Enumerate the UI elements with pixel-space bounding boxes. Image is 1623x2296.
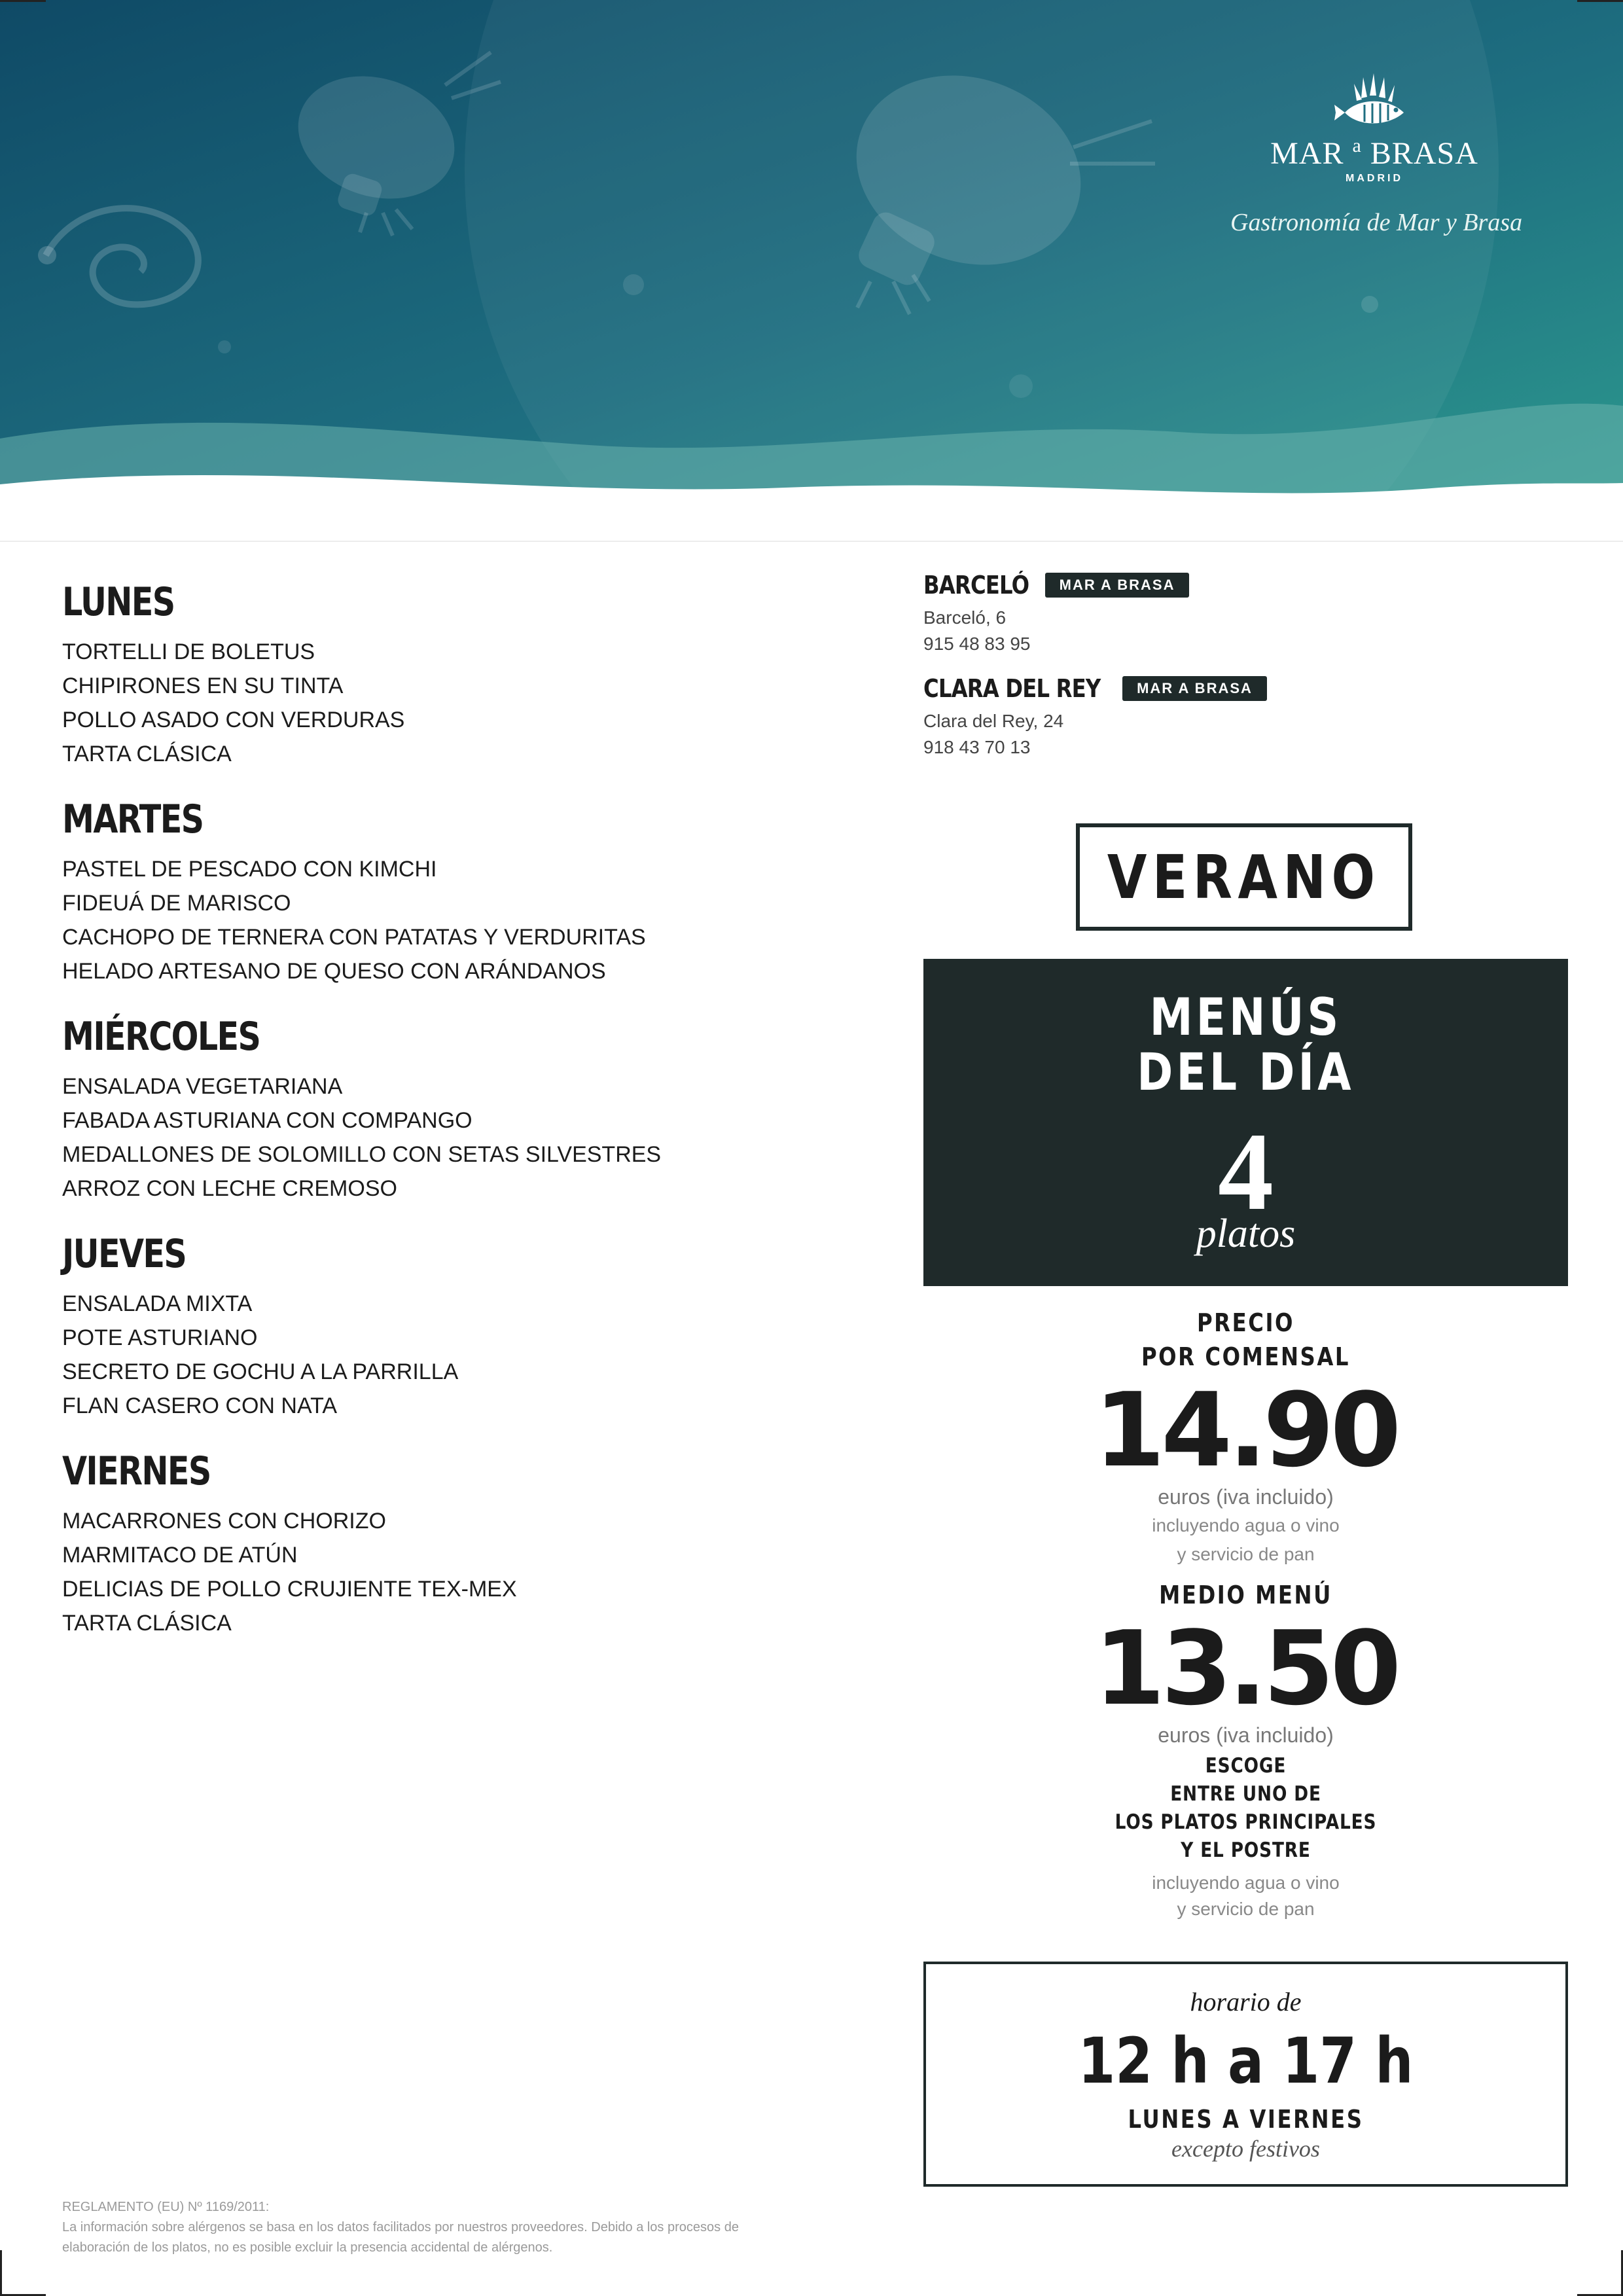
half-price-currency: euros (iva incluido) bbox=[1158, 1723, 1334, 1747]
daily-menu-title: MENÚS DEL DÍA bbox=[1137, 988, 1355, 1102]
half-menu-conditions: ESCOGE ENTRE UNO DE LOS PLATOS PRINCIPALES Y EL POSTRE bbox=[1115, 1754, 1377, 1862]
day-title: JUEVES bbox=[62, 1231, 187, 1277]
dish-item: MARMITACO DE ATÚN bbox=[62, 1543, 298, 1568]
full-price-currency: euros (iva incluido) bbox=[1158, 1485, 1334, 1509]
schedule-intro: horario de bbox=[1190, 1987, 1302, 2017]
course-count-label: platos bbox=[1196, 1211, 1296, 1256]
location-badge: MAR A BRASA bbox=[1045, 573, 1190, 598]
course-count: 4 bbox=[1218, 1110, 1274, 1233]
dish-item: HELADO ARTESANO DE QUESO CON ARÁNDANOS bbox=[62, 959, 606, 984]
dish-item: TARTA CLÁSICA bbox=[62, 1611, 232, 1636]
schedule-days: LUNES A VIERNES bbox=[1128, 2105, 1364, 2134]
pricing-block bbox=[923, 1306, 1568, 1922]
day-title: MARTES bbox=[62, 797, 204, 842]
dish-item: TORTELLI DE BOLETUS bbox=[62, 639, 315, 664]
location-clara-del-rey bbox=[923, 674, 1382, 761]
full-price-note: incluyendo agua o vino y servicio de pan bbox=[1152, 1515, 1340, 1564]
hero-divider bbox=[0, 541, 1623, 542]
half-price-note: incluyendo agua o vino y servicio de pan bbox=[1152, 1873, 1340, 1919]
location-badge: MAR A BRASA bbox=[1122, 676, 1267, 701]
dish-item: ARROZ CON LECHE CREMOSO bbox=[62, 1176, 397, 1201]
brand-city: MADRID bbox=[1346, 173, 1403, 184]
day-title: MIÉRCOLES bbox=[62, 1014, 260, 1060]
day-monday bbox=[62, 579, 847, 771]
full-price-label: PRECIO POR COMENSAL bbox=[1141, 1308, 1351, 1371]
dish-item: MACARRONES CON CHORIZO bbox=[62, 1509, 386, 1534]
location-address: Barceló, 6 bbox=[923, 607, 1007, 628]
dish-item: SECRETO DE GOCHU A LA PARRILLA bbox=[62, 1359, 459, 1384]
day-thursday bbox=[62, 1231, 847, 1423]
dish-item: FIDEUÁ DE MARISCO bbox=[62, 891, 291, 916]
dish-item: MEDALLONES DE SOLOMILLO CON SETAS SILVESTRES bbox=[62, 1142, 662, 1167]
season-box bbox=[1076, 823, 1412, 931]
dish-item: POTE ASTURIANO bbox=[62, 1325, 258, 1350]
day-title: LUNES bbox=[62, 579, 175, 625]
crop-mark bbox=[0, 0, 46, 2]
dish-item: POLLO ASADO CON VERDURAS bbox=[62, 708, 405, 732]
allergen-legal-note: REGLAMENTO (EU) Nº 1169/2011: La información sobre alérgenos se basa en los datos facilitados por nuestros proveedores. Debido a los procesos de elaboración de los platos, no es posible excluir la presencia accidental de alérgenos. bbox=[62, 2200, 739, 2255]
schedule-box bbox=[923, 1962, 1568, 2187]
dish-item: FABADA ASTURIANA CON COMPANGO bbox=[62, 1108, 473, 1133]
full-price: 14.90 bbox=[1094, 1371, 1398, 1490]
dish-item: FLAN CASERO CON NATA bbox=[62, 1393, 338, 1418]
location-address: Clara del Rey, 24 bbox=[923, 711, 1064, 731]
crop-mark bbox=[0, 2250, 2, 2296]
location-name: BARCELÓ bbox=[923, 571, 1029, 600]
schedule-hours: 12 h a 17 h bbox=[1078, 2024, 1414, 2098]
season-label: VERANO bbox=[1107, 842, 1381, 912]
dish-item: CACHOPO DE TERNERA CON PATATAS Y VERDURITAS bbox=[62, 925, 646, 950]
dish-item: DELICIAS DE POLLO CRUJIENTE TEX-MEX bbox=[62, 1577, 517, 1602]
brand-block bbox=[1230, 72, 1518, 185]
day-tuesday bbox=[62, 797, 847, 988]
half-menu-label: MEDIO MENÚ bbox=[1159, 1581, 1332, 1609]
day-title: VIERNES bbox=[62, 1448, 211, 1494]
schedule-exception: excepto festivos bbox=[1171, 2136, 1320, 2162]
day-wednesday bbox=[62, 1014, 847, 1206]
day-friday bbox=[62, 1448, 847, 1640]
dish-item: CHIPIRONES EN SU TINTA bbox=[62, 673, 344, 698]
dish-item: ENSALADA MIXTA bbox=[62, 1291, 253, 1316]
weekly-menu bbox=[62, 579, 847, 1669]
half-price: 13.50 bbox=[1094, 1609, 1398, 1728]
fish-grill-logo-icon bbox=[1332, 72, 1417, 137]
dish-item: TARTA CLÁSICA bbox=[62, 742, 232, 766]
crop-mark bbox=[1577, 0, 1623, 2]
location-phone[interactable]: 918 43 70 13 bbox=[923, 737, 1031, 757]
location-barcelo bbox=[923, 571, 1382, 657]
location-phone[interactable]: 915 48 83 95 bbox=[923, 634, 1031, 654]
brand-name: MAR $^a$ BRASA bbox=[1270, 135, 1478, 171]
brand-tagline: Gastronomía de Mar y Brasa bbox=[1230, 209, 1523, 236]
dish-item: ENSALADA VEGETARIANA bbox=[62, 1074, 343, 1099]
daily-menu-panel bbox=[923, 959, 1568, 1286]
dish-item: PASTEL DE PESCADO CON KIMCHI bbox=[62, 857, 437, 882]
location-name: CLARA DEL REY bbox=[923, 674, 1101, 703]
